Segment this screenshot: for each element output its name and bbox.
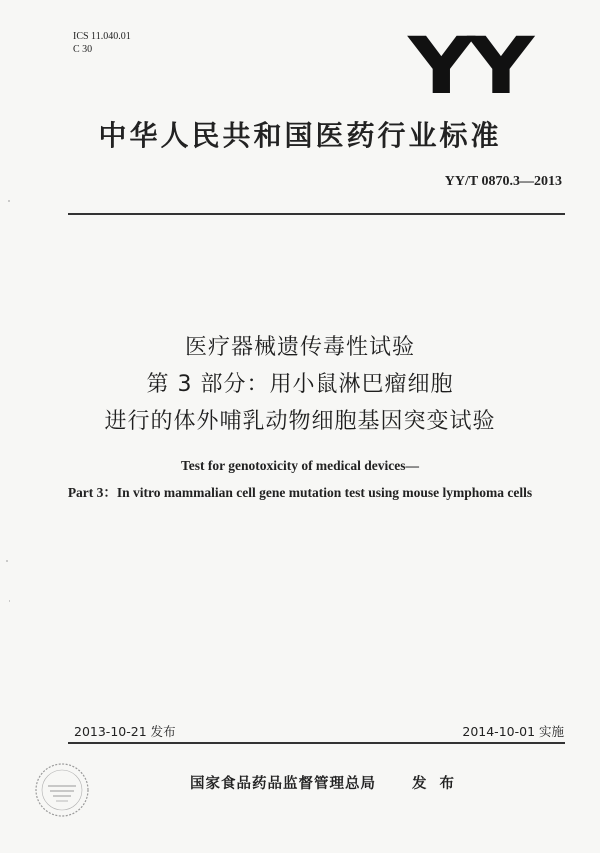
- ccs-code: C 30: [73, 44, 93, 55]
- scan-speck: [9, 600, 10, 602]
- yy-logo: YY: [408, 22, 528, 112]
- chinese-title-line-1: 医疗器械遗传毒性试验: [184, 335, 415, 360]
- standard-title: 中华人民共和国医药行业标准: [98, 119, 502, 152]
- issuing-authority: 国家食品药品监督管理总局: [190, 776, 376, 792]
- watermark-stamp-icon: [32, 760, 92, 820]
- scan-speck: [8, 200, 10, 202]
- top-divider: [68, 213, 565, 215]
- english-title-line-1: Test for genotoxicity of medical devices—: [180, 458, 420, 473]
- classification-codes: [73, 30, 131, 56]
- english-title-line-2: Part 3：In vitro mammalian cell gene mutation test using mouse lymphoma cells: [67, 485, 533, 500]
- issue-action: 发 布: [412, 776, 459, 792]
- chinese-title-line-2: 第 3 部分：用小鼠淋巴瘤细胞: [146, 372, 454, 397]
- bottom-divider: [68, 742, 565, 744]
- implementation-date: 2014-10-01 实施: [462, 724, 564, 739]
- standard-number: YY/T 0870.3—2013: [444, 174, 562, 189]
- chinese-title-line-3: 进行的体外哺乳动物细胞基因突变试验: [104, 409, 496, 434]
- issue-date: 2013-10-21 发布: [74, 724, 176, 739]
- scan-speck: [6, 560, 8, 562]
- ics-code: ICS 11.040.01: [73, 31, 131, 42]
